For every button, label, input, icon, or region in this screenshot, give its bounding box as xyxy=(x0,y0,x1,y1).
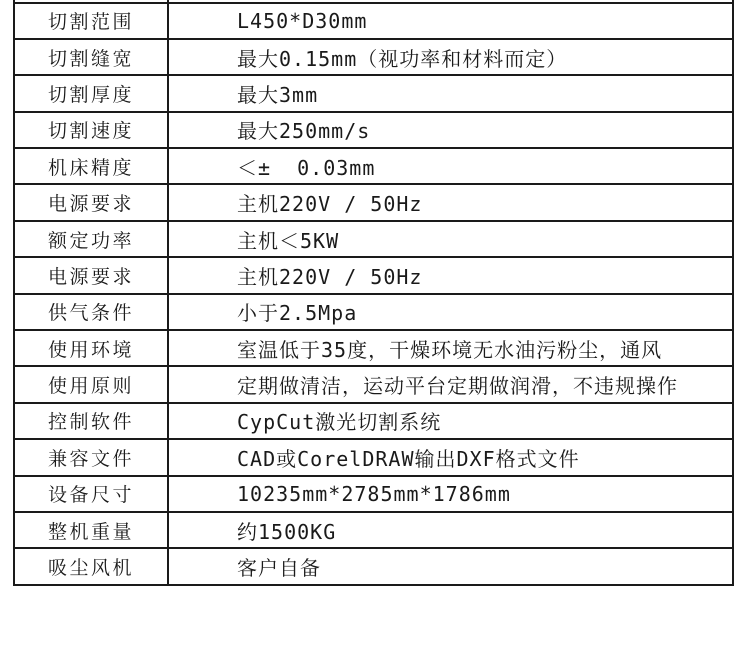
spec-label: 整机重量 xyxy=(15,513,169,547)
spec-value: 10235mm*2785mm*1786mm xyxy=(237,481,511,506)
spec-label: 供气条件 xyxy=(15,295,169,329)
table-row xyxy=(15,113,732,149)
table-row xyxy=(15,76,732,112)
spec-value: CypCut激光切割系统 xyxy=(237,410,442,435)
spec-table xyxy=(13,0,734,586)
spec-label: 切割速度 xyxy=(15,113,169,147)
spec-label: 额定功率 xyxy=(15,222,169,256)
table-row xyxy=(15,549,732,585)
spec-label: 使用环境 xyxy=(15,331,169,365)
table-row xyxy=(15,185,732,221)
spec-label: 控制软件 xyxy=(15,404,169,438)
spec-value: 主机220V / 50Hz xyxy=(237,264,423,289)
table-row xyxy=(15,4,732,40)
spec-value: 约1500KG xyxy=(237,519,337,544)
spec-value: 室温低于35度，干燥环境无水油污粉尘，通风 xyxy=(237,337,663,362)
table-row xyxy=(15,513,732,549)
table-row xyxy=(15,149,732,185)
spec-value: 主机220V / 50Hz xyxy=(237,192,423,217)
spec-value: CAD或CorelDRAW输出DXF格式文件 xyxy=(237,446,580,471)
spec-label-cell-empty xyxy=(15,0,169,2)
table-row xyxy=(15,331,732,367)
spec-label: 切割范围 xyxy=(15,4,169,38)
table-row xyxy=(15,40,732,76)
spec-label: 吸尘风机 xyxy=(15,549,169,583)
spec-label: 使用原则 xyxy=(15,367,169,401)
spec-value: 最大3mm xyxy=(237,82,319,107)
spec-value: 主机＜5KW xyxy=(237,228,340,253)
table-row xyxy=(15,477,732,513)
table-row xyxy=(15,295,732,331)
spec-label: 机床精度 xyxy=(15,149,169,183)
table-row xyxy=(15,440,732,476)
spec-value: L450*D30mm xyxy=(237,8,368,33)
spec-value: 定期做清洁，运动平台定期做润滑，不违规操作 xyxy=(237,374,678,399)
table-rows-container xyxy=(15,4,732,586)
spec-value: 小于2.5Mpa xyxy=(237,301,358,326)
table-row xyxy=(15,222,732,258)
table-row xyxy=(15,404,732,440)
spec-value: ＜± 0.03mm xyxy=(237,155,376,180)
spec-label: 切割缝宽 xyxy=(15,40,169,74)
spec-label: 兼容文件 xyxy=(15,440,169,474)
spec-value-cell-empty xyxy=(169,0,732,2)
spec-label: 电源要求 xyxy=(15,258,169,292)
spec-label: 电源要求 xyxy=(15,185,169,219)
spec-value: 最大250mm/s xyxy=(237,119,371,144)
table-row xyxy=(15,367,732,403)
table-row xyxy=(15,258,732,294)
spec-value: 客户自备 xyxy=(237,556,321,581)
spec-value: 最大0.15mm（视功率和材料而定） xyxy=(237,46,568,71)
spec-label: 设备尺寸 xyxy=(15,477,169,511)
spec-label: 切割厚度 xyxy=(15,76,169,110)
